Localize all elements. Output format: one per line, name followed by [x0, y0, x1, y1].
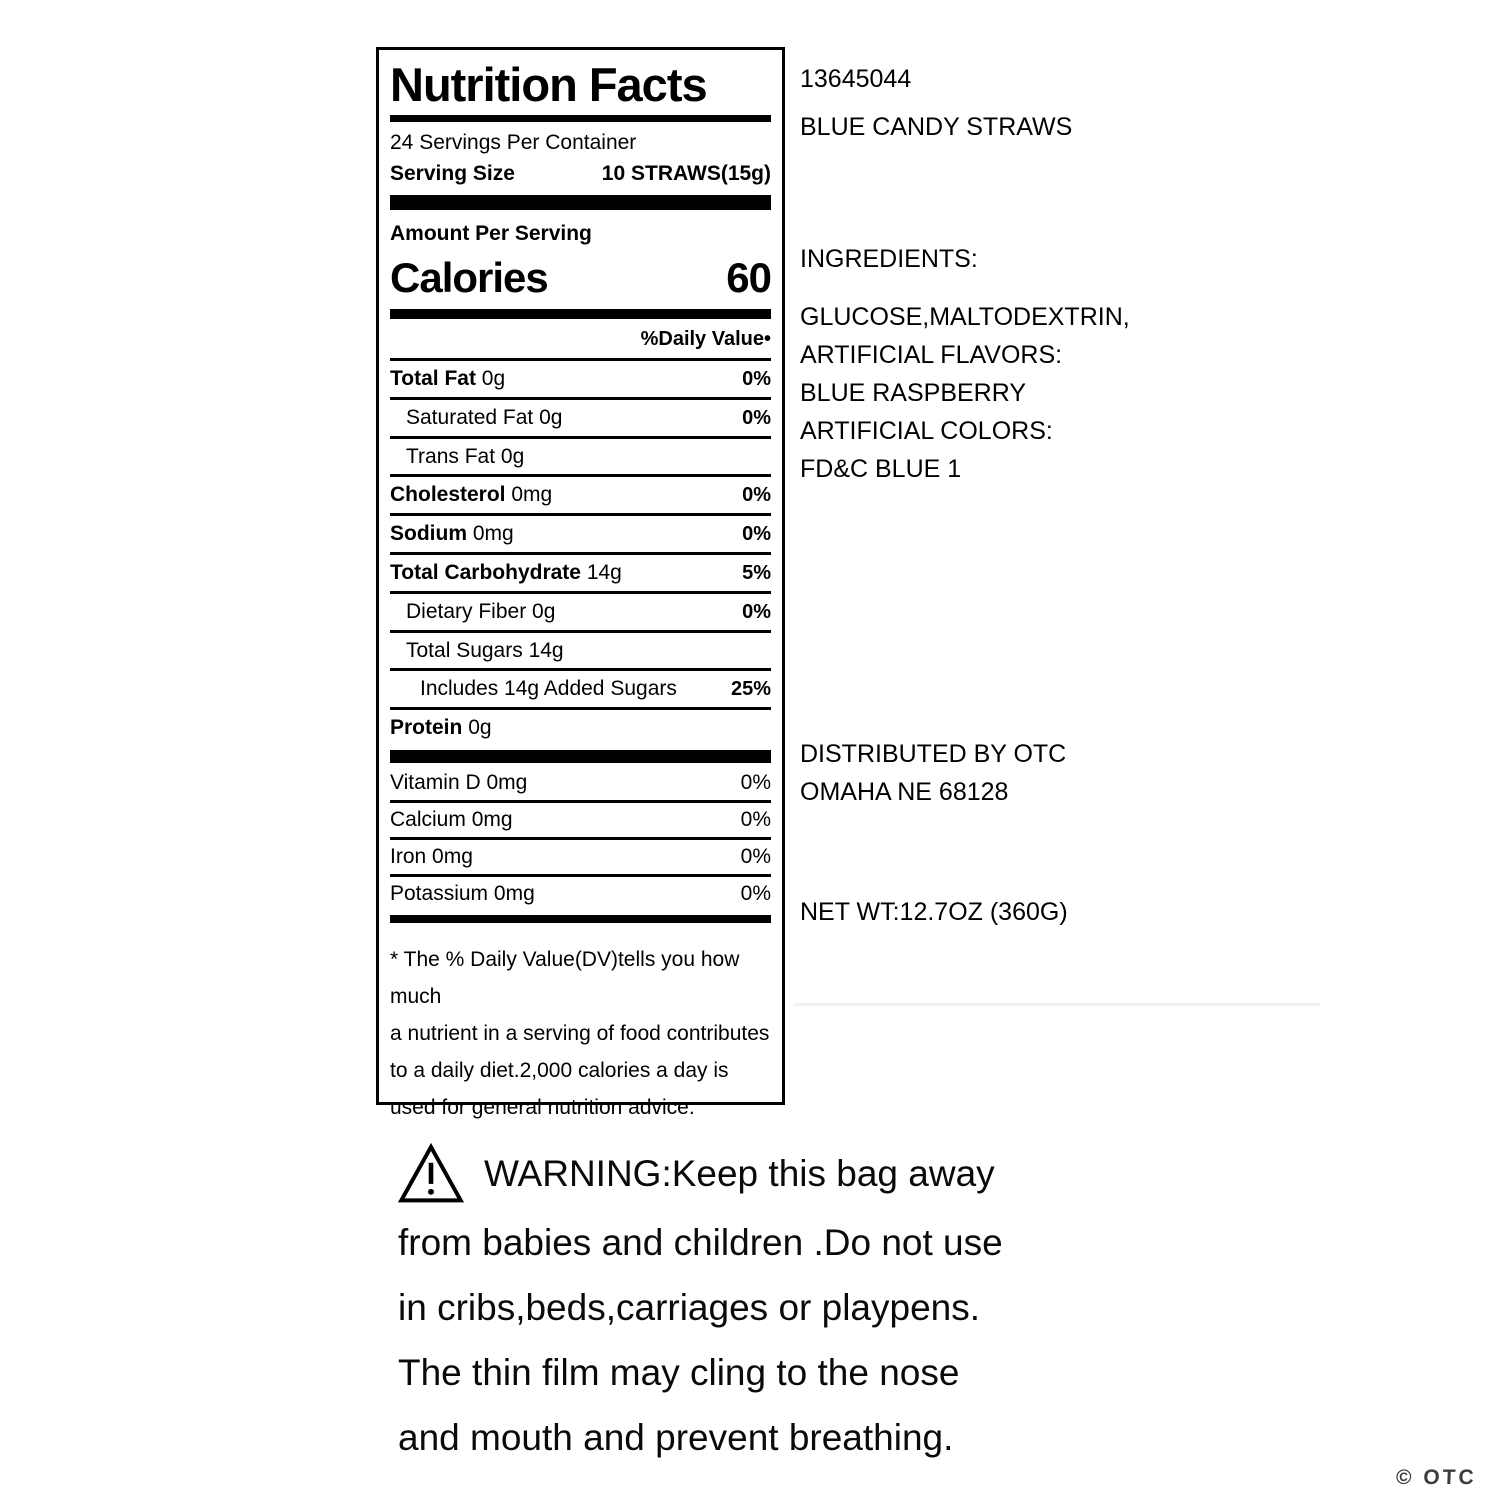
nutrient-amount: 0mg	[511, 483, 553, 506]
nutrient-dv: 0%	[740, 771, 771, 794]
nutrient-name: Vitamin D	[390, 771, 481, 794]
calories-row	[390, 251, 771, 304]
warning-line-4: The thin film may cling to the nose	[398, 1352, 960, 1393]
distributor-line: OMAHA NE 68128	[800, 778, 1009, 806]
vitamin-row-potassium	[390, 877, 771, 911]
nutrient-amount: 14g	[586, 561, 622, 584]
calories-value: 60	[726, 254, 771, 301]
daily-value-header: %Daily Value•	[640, 328, 771, 350]
ingredient-line: ARTIFICIAL COLORS:	[800, 417, 1053, 445]
nutrient-amount: 0g	[500, 445, 525, 468]
nutrient-dv: 0%	[740, 882, 771, 905]
nutrient-row-trans-fat	[390, 439, 771, 477]
servings-per-container: 24 Servings Per Container	[390, 131, 637, 154]
nutrient-row-sodium	[390, 516, 771, 555]
thick-divider	[390, 309, 771, 319]
nutrient-dv: 0%	[742, 484, 771, 506]
serving-size-row	[390, 158, 771, 190]
thick-divider	[390, 915, 771, 923]
nutrient-label	[390, 840, 473, 874]
nutrient-name: Sodium	[390, 522, 467, 545]
warning-line-2: from babies and children .Do not use	[398, 1222, 1003, 1263]
nutrient-amount: 0g	[468, 716, 492, 739]
nutrient-label	[390, 877, 535, 911]
nutrient-name: Potassium	[390, 882, 489, 905]
nutrient-name: Iron	[390, 845, 427, 868]
ingredients-title: INGREDIENTS:	[800, 245, 978, 273]
ingredient-line: BLUE RASPBERRY	[800, 379, 1027, 407]
warning-line-5: and mouth and prevent breathing.	[398, 1417, 954, 1458]
nutrient-row-dietary-fiber	[390, 594, 771, 633]
footnote-line: used for general nutrition advice.	[390, 1096, 695, 1119]
nutrient-label	[390, 439, 524, 474]
nutrient-name: Total Fat	[390, 367, 476, 390]
nutrient-label	[390, 671, 677, 706]
product-name: BLUE CANDY STRAWS	[800, 113, 1073, 141]
nutrient-label	[390, 766, 527, 800]
nutrient-name: Protein	[390, 716, 463, 739]
footnote-line: to a daily diet.2,000 calories a day is	[390, 1059, 729, 1082]
nutrient-dv: 0%	[740, 845, 771, 868]
nutrient-amount: 0mg	[486, 771, 528, 794]
ingredients-list	[800, 298, 1130, 488]
nutrient-label	[390, 516, 514, 551]
nutrient-amount: 0g	[481, 367, 506, 390]
warning-triangle-icon	[398, 1142, 464, 1206]
nutrient-row-cholesterol	[390, 477, 771, 516]
vitamin-rows	[390, 766, 771, 911]
nutrient-name: Cholesterol	[390, 483, 506, 506]
nutrient-amount: 0mg	[471, 808, 513, 831]
daily-value-footnote	[390, 941, 771, 1126]
nutrient-rows	[390, 361, 771, 745]
thick-divider	[390, 750, 771, 763]
footnote-line: * The % Daily Value(DV)tells you how much	[390, 948, 740, 1008]
nutrient-label	[390, 710, 492, 745]
net-weight: NET WT:12.7OZ (360G)	[800, 898, 1068, 926]
warning-line-3: in cribs,beds,carriages or playpens.	[398, 1287, 981, 1328]
nutrient-name: Dietary Fiber	[406, 600, 527, 623]
nutrient-dv: 0%	[742, 523, 771, 545]
serving-size-label: Serving Size	[390, 162, 515, 185]
vitamin-row-calcium	[390, 803, 771, 840]
nutrient-amount: 0g	[532, 600, 556, 623]
divider	[390, 115, 771, 122]
nutrient-row-total-carbohydrate	[390, 555, 771, 594]
nutrient-amount: 0mg	[472, 522, 514, 545]
nutrition-facts-title: Nutrition Facts	[390, 58, 707, 111]
nutrient-label	[390, 555, 622, 590]
distributor-line: DISTRIBUTED BY OTC	[800, 740, 1067, 768]
faint-divider	[795, 1003, 1320, 1006]
distributor-info	[800, 735, 1066, 811]
copyright-mark: © OTC	[1395, 1466, 1478, 1489]
nutrient-dv: 25%	[730, 678, 771, 700]
nutrient-label	[390, 803, 513, 837]
product-code: 13645044	[800, 65, 912, 93]
nutrient-row-saturated-fat	[390, 400, 771, 439]
nutrient-label	[390, 477, 552, 512]
warning-line-1	[398, 1138, 1138, 1210]
nutrient-row-total-fat	[390, 361, 771, 400]
calories-label: Calories	[390, 254, 548, 301]
nutrient-label	[390, 594, 555, 629]
nutrient-name: Calcium	[390, 808, 466, 831]
warning-block	[398, 1138, 1138, 1470]
nutrient-amount: 0mg	[432, 845, 473, 868]
nutrient-name: Includes 14g Added Sugars	[420, 677, 677, 700]
nutrient-amount: 0mg	[493, 882, 535, 905]
vitamin-row-vitamin-d	[390, 766, 771, 803]
footnote-line: a nutrient in a serving of food contributes	[390, 1022, 770, 1045]
ingredient-line: GLUCOSE,MALTODEXTRIN,	[800, 303, 1130, 331]
amount-per-serving-label: Amount Per Serving	[390, 222, 592, 245]
nutrient-name: Trans Fat	[406, 445, 496, 468]
nutrient-row-added-sugars	[390, 671, 771, 710]
nutrient-amount: 0g	[539, 406, 563, 429]
nutrient-dv: 0%	[742, 407, 771, 429]
nutrient-dv: 0%	[742, 368, 771, 390]
nutrient-name: Saturated Fat	[406, 406, 534, 429]
nutrient-dv: 0%	[740, 808, 771, 831]
vitamin-row-iron	[390, 840, 771, 877]
nutrient-label	[390, 633, 564, 668]
nutrient-row-protein	[390, 710, 771, 745]
nutrient-name: Total Carbohydrate	[390, 561, 581, 584]
nutrient-amount: 14g	[528, 639, 564, 662]
nutrition-facts-panel	[376, 47, 785, 1119]
nutrient-dv: 0%	[742, 601, 771, 623]
nutrient-name: Total Sugars	[406, 639, 523, 662]
thick-divider	[390, 195, 771, 210]
ingredient-line: FD&C BLUE 1	[800, 455, 962, 483]
nutrient-dv: 5%	[742, 562, 771, 584]
ingredient-line: ARTIFICIAL FLAVORS:	[800, 341, 1063, 369]
nutrient-row-total-sugars	[390, 633, 771, 671]
serving-size-value: 10 STRAWS(15g)	[601, 162, 771, 185]
nutrient-label	[390, 400, 562, 435]
nutrient-label	[390, 361, 505, 396]
warning-text: WARNING:Keep this bag away	[484, 1153, 995, 1194]
